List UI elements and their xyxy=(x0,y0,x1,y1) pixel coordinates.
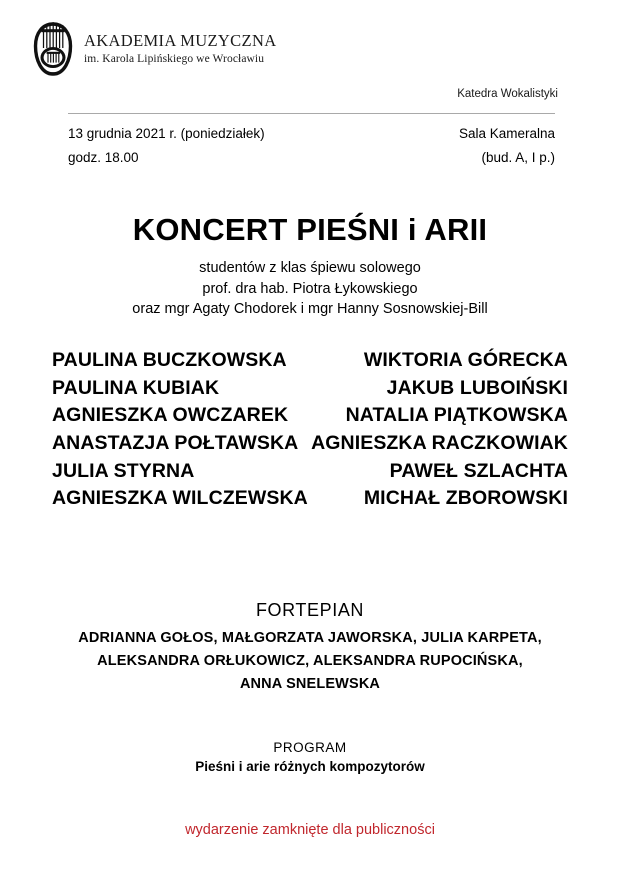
subtitle-block xyxy=(0,258,620,320)
event-location xyxy=(459,122,555,170)
performer-name: AGNIESZKA OWCZAREK xyxy=(52,404,289,427)
event-date: 13 grudnia 2021 r. (poniedziałek) xyxy=(68,126,265,141)
program-heading: PROGRAM xyxy=(273,740,347,755)
subtitle-line: oraz mgr Agaty Chodorek i mgr Hanny Sosnowskiej-Bill xyxy=(132,301,488,318)
performer-row xyxy=(52,375,568,403)
event-venue-detail: (bud. A, I p.) xyxy=(481,150,555,166)
institution-wordmark xyxy=(84,31,277,66)
event-venue: Sala Kameralna xyxy=(458,126,555,141)
subtitle-line: prof. dra hab. Piotra Łykowskiego xyxy=(202,280,418,297)
performer-row xyxy=(52,485,568,513)
institution-name: AKADEMIA MUZYCZNA xyxy=(84,31,277,51)
performer-name: JAKUB LUBOIŃSKI xyxy=(386,376,568,399)
institution-patron: im. Karola Lipińskiego we Wrocławiu xyxy=(84,52,265,65)
header-divider xyxy=(68,113,555,114)
piano-name-list xyxy=(0,627,620,697)
performer-row xyxy=(52,347,568,375)
piano-name-line: ANNA SNELEWSKA xyxy=(239,676,381,693)
performer-row xyxy=(52,458,568,486)
performer-name: WIKTORIA GÓRECKA xyxy=(363,349,568,371)
institution-header xyxy=(33,20,277,78)
performer-name: PAULINA BUCZKOWSKA xyxy=(52,349,287,371)
performer-name: AGNIESZKA WILCZEWSKA xyxy=(52,487,308,510)
page-title: KONCERT PIEŚNI i ARII xyxy=(132,212,488,247)
program-section xyxy=(0,740,620,774)
performer-name: ANASTAZJA POŁTAWSKA xyxy=(52,432,299,455)
performer-name: PAULINA KUBIAK xyxy=(52,376,220,399)
piano-section xyxy=(0,600,620,697)
performer-name: MICHAŁ ZBOROWSKI xyxy=(363,487,568,510)
performer-name: NATALIA PIĄTKOWSKA xyxy=(345,404,568,427)
performer-name: AGNIESZKA RACZKOWIAK xyxy=(311,432,568,455)
closed-event-notice: wydarzenie zamknięte dla publiczności xyxy=(185,822,435,838)
performer-row xyxy=(52,402,568,430)
department-label: Katedra Wokalistyki xyxy=(457,88,558,100)
event-meta xyxy=(68,122,555,170)
piano-name-line: ADRIANNA GOŁOS, MAŁGORZATA JAWORSKA, JULIA KARPETA, xyxy=(78,630,542,646)
subtitle-line: studentów z klas śpiewu solowego xyxy=(199,260,421,276)
program-detail: Pieśni i arie różnych kompozytorów xyxy=(195,759,425,774)
piano-name-line: ALEKSANDRA ORŁUKOWICZ, ALEKSANDRA RUPOCIŃSKA, xyxy=(97,653,523,670)
lyre-icon xyxy=(33,20,73,78)
performer-name: JULIA STYRNA xyxy=(52,459,195,482)
performer-name: PAWEŁ SZLACHTA xyxy=(389,459,568,482)
event-time: godz. 18.00 xyxy=(68,150,139,166)
performer-list xyxy=(52,347,568,513)
piano-heading: FORTEPIAN xyxy=(255,600,365,620)
event-datetime xyxy=(68,122,265,170)
performer-row xyxy=(52,430,568,458)
